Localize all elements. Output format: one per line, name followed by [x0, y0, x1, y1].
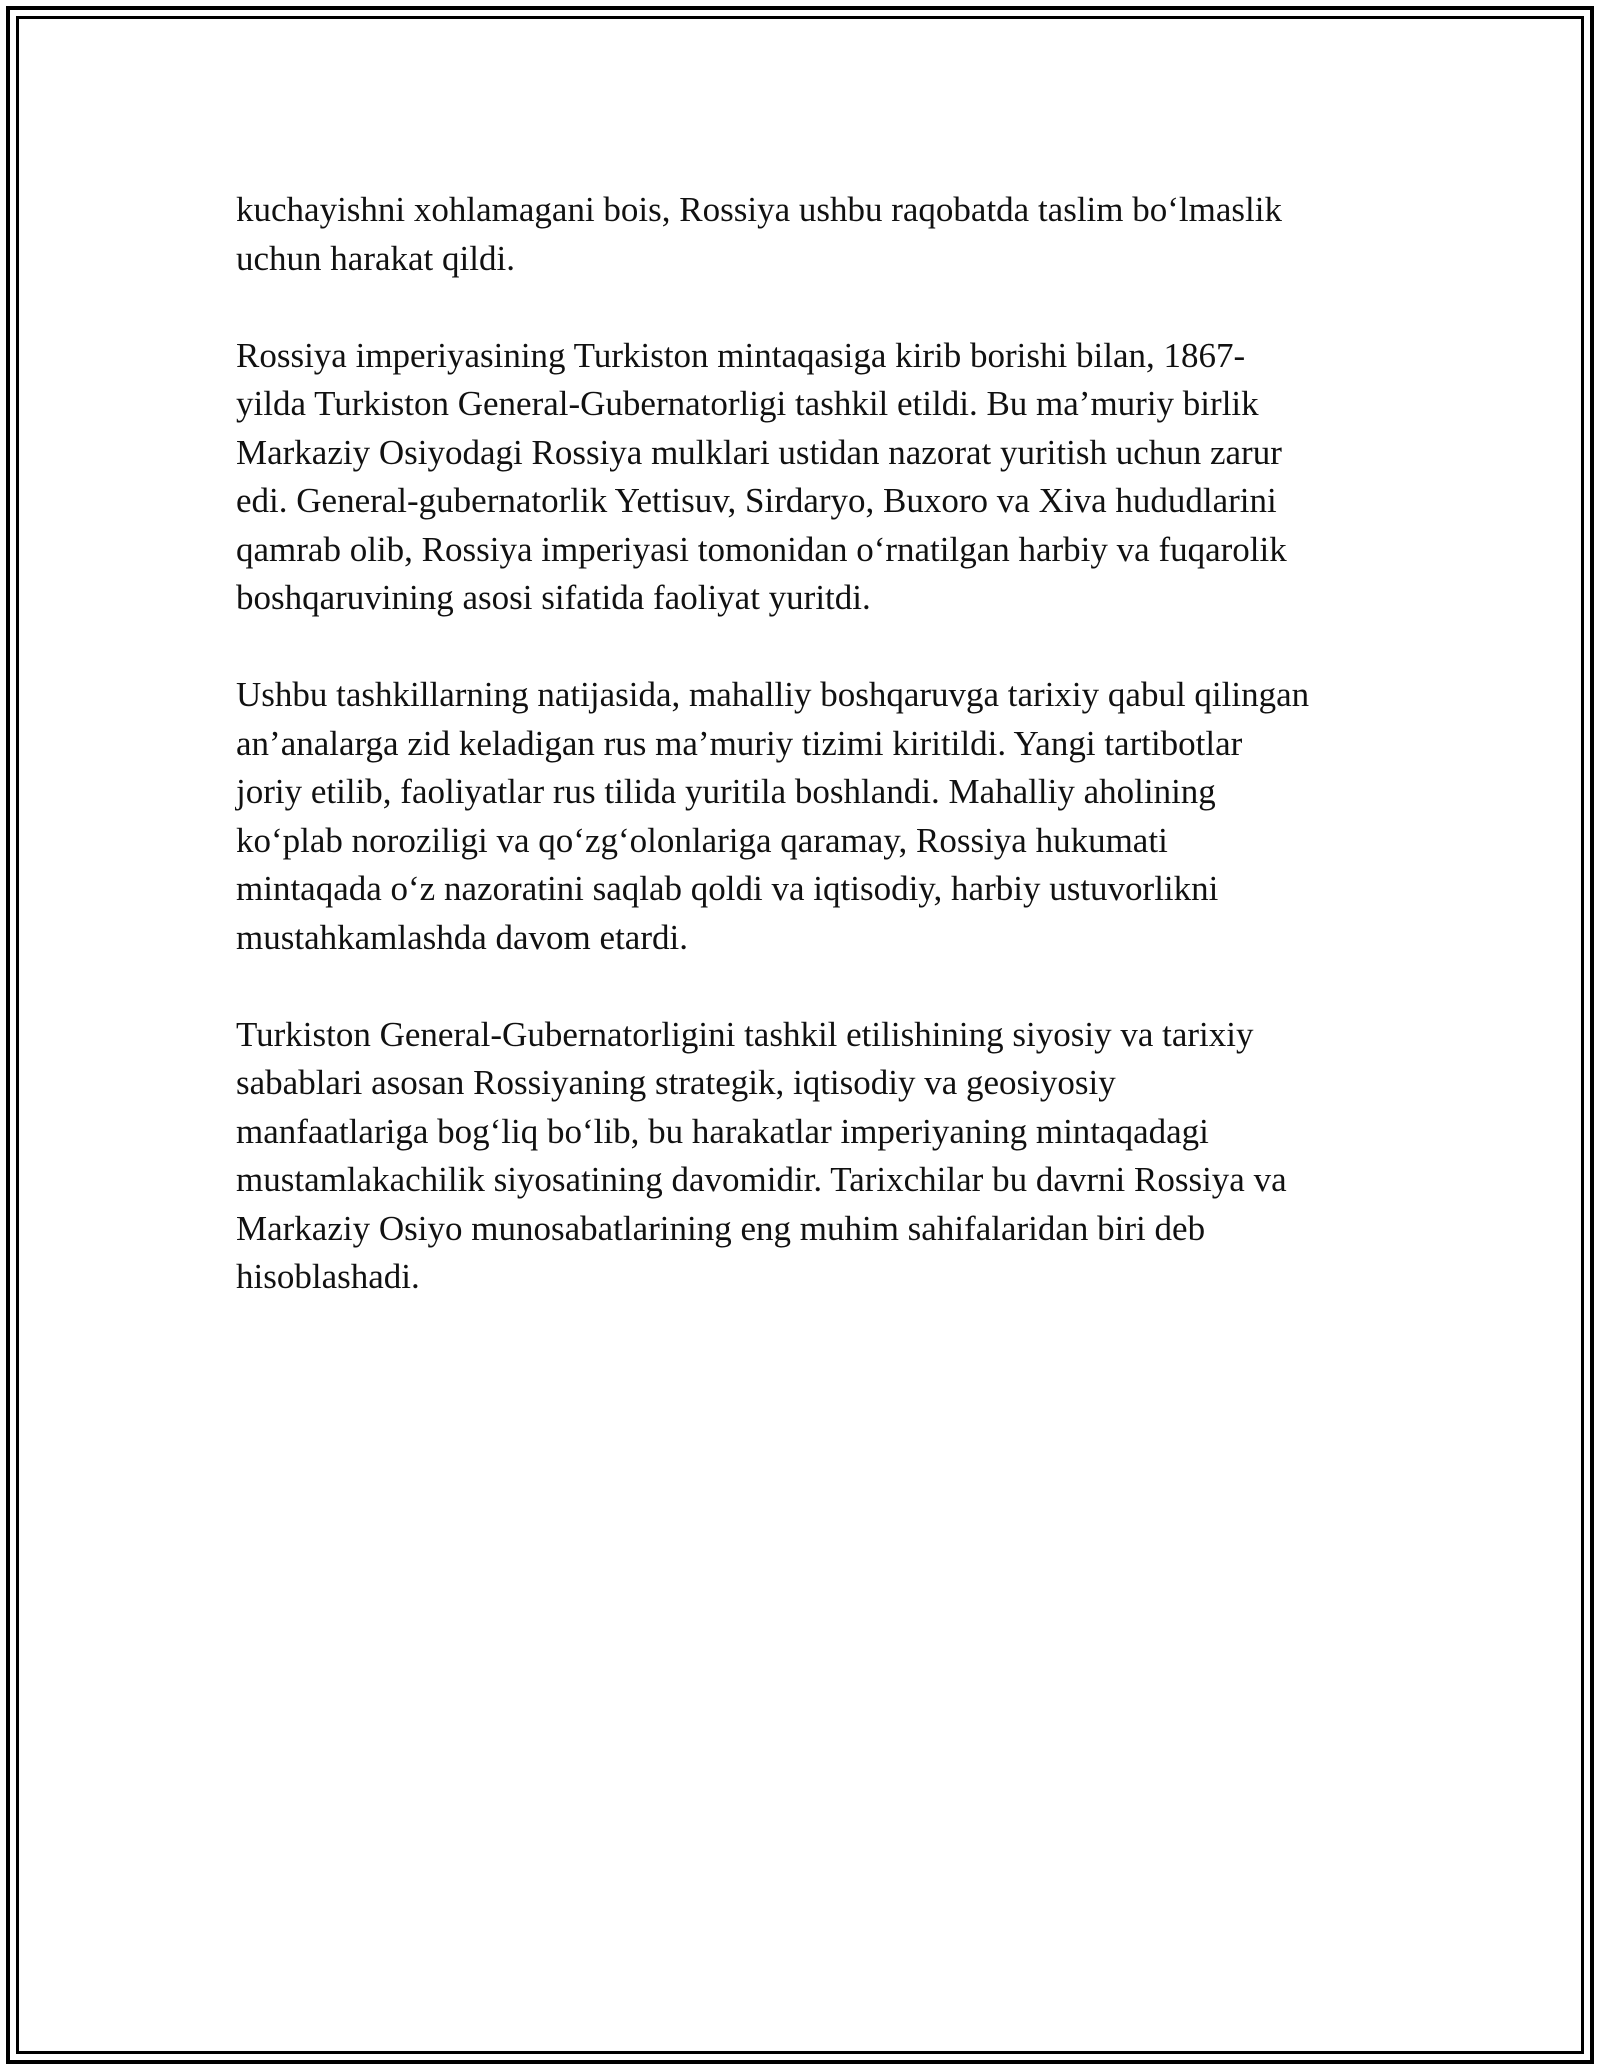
- text-line: Markaziy Osiyodagi Rossiya mulklari ustidan nazorat yuritish uchun zarur: [236, 432, 1282, 472]
- text-line: uchun harakat qildi.: [236, 238, 515, 278]
- text-line: an’analarga zid keladigan rus ma’muriy tizimi kiritildi. Yangi tartibotlar: [236, 723, 1243, 763]
- text-line: mintaqada o‘z nazoratini saqlab qoldi va iqtisodiy, harbiy ustuvorlikni: [236, 869, 1219, 908]
- text-line: Markaziy Osiyo munosabatlarining eng muhim sahifalaridan biri deb: [236, 1208, 1206, 1248]
- text-line: Rossiya imperiyasining Turkiston mintaqasiga kirib borishi bilan, 1867-: [236, 335, 1246, 375]
- text-line: joriy etilib, faoliyatlar rus tilida yuritila boshlandi. Mahalliy aholining: [236, 772, 1216, 811]
- paragraph-3: [236, 671, 1366, 962]
- text-line: boshqaruvining asosi sifatida faoliyat yuritdi.: [236, 578, 871, 617]
- text-line: edi. General-gubernatorlik Yettisuv, Sirdaryo, Buxoro va Xiva hududlarini: [236, 481, 1277, 520]
- paragraph-2: [236, 332, 1366, 623]
- text-line: manfaatlariga bog‘liq bo‘lib, bu harakatlar imperiyaning mintaqadagi: [236, 1111, 1209, 1151]
- text-line: kuchayishni xohlamagani bois, Rossiya ushbu raqobatda taslim bo‘lmaslik: [236, 190, 1282, 229]
- text-line: sabablari asosan Rossiyaning strategik, iqtisodiy va geosiyosiy: [236, 1063, 1116, 1102]
- text-line: ko‘plab noroziligi va qo‘zg‘olonlariga qaramay, Rossiya hukumati: [236, 820, 1168, 860]
- text-line: Ushbu tashkillarning natijasida, mahalliy boshqaruvga tarixiy qabul qilingan: [236, 675, 1310, 714]
- text-line: qamrab olib, Rossiya imperiyasi tomonidan o‘rnatilgan harbiy va fuqarolik: [236, 529, 1287, 569]
- text-line: Turkiston General-Gubernatorligini tashkil etilishining siyosiy va tarixiy: [236, 1014, 1254, 1054]
- text-line: mustamlakachilik siyosatining davomidir. Tarixchilar bu davrni Rossiya va: [236, 1160, 1287, 1199]
- text-line: yilda Turkiston General-Gubernatorligi tashkil etildi. Bu ma’muriy birlik: [236, 384, 1259, 423]
- document-body: [236, 186, 1366, 1350]
- text-line: mustahkamlashda davom etardi.: [236, 917, 688, 957]
- paragraph-1: [236, 186, 1366, 283]
- text-line: hisoblashadi.: [236, 1257, 420, 1296]
- paragraph-4: [236, 1011, 1366, 1302]
